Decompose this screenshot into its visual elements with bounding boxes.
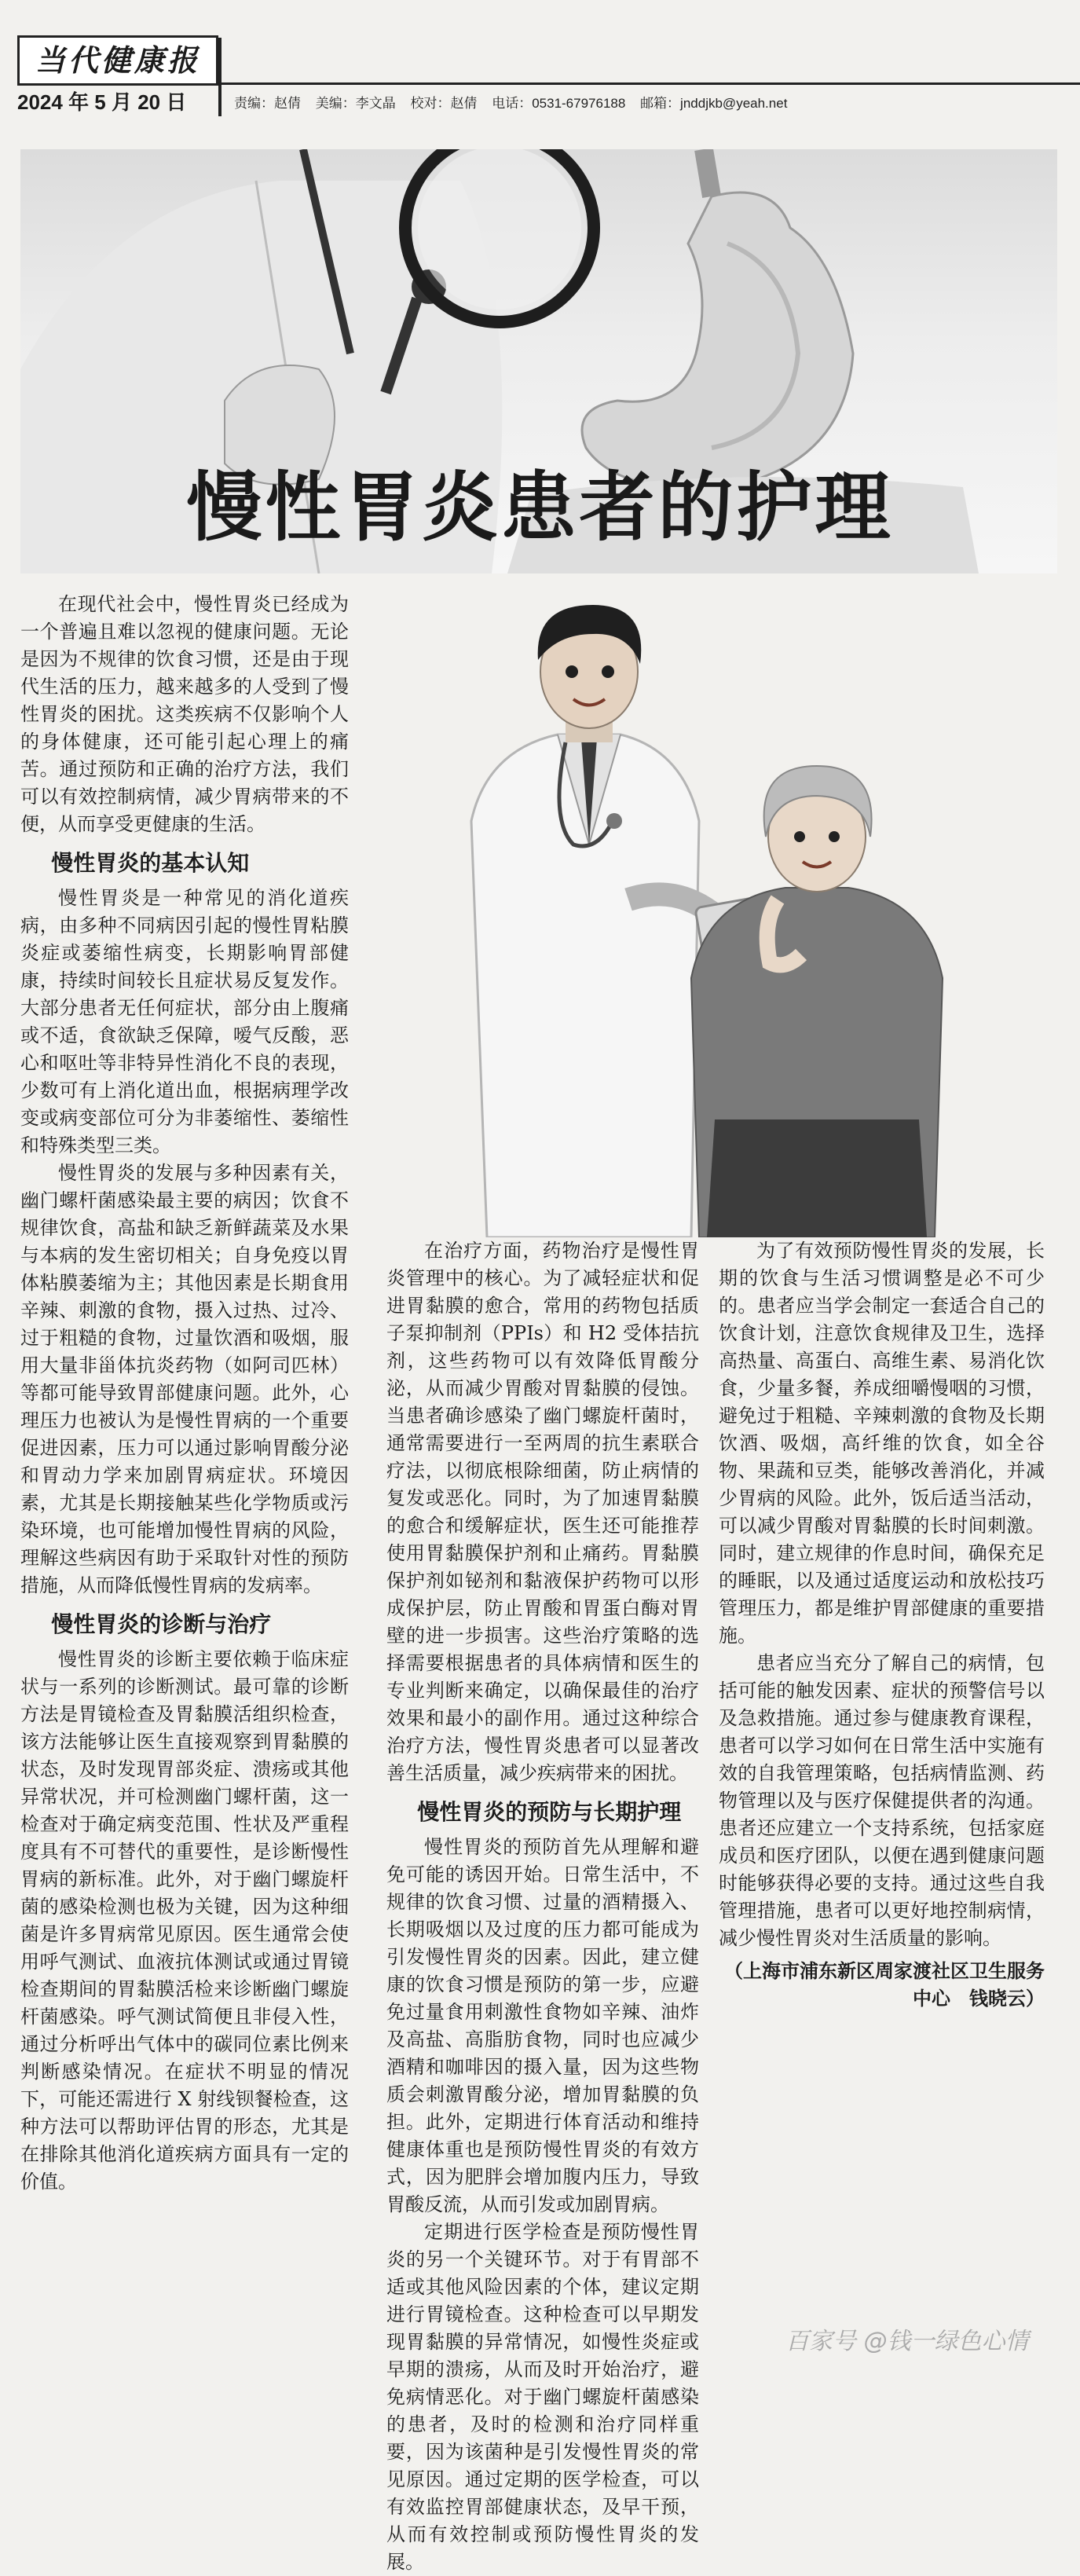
phone-credit: 电话：0531-67976188 xyxy=(492,96,626,111)
doctor-patient-illustration xyxy=(440,585,974,1237)
intro-paragraph: 在现代社会中，慢性胃炎已经成为一个普遍且难以忽视的健康问题。无论是因为不规律的饮食习惯，还是由于现代生活的压力，越来越多的人受到了慢性胃炎的困扰。这类疾病不仅影响个人的身体健康，还可能引起心理上的痛苦。通过预防和正确的治疗方法，我们可以有效控制病情，减少胃病带来的不便，从而享受更健康的生活。 xyxy=(20,593,349,835)
article-column-right xyxy=(719,1237,1045,2012)
masthead-rule xyxy=(221,82,1080,85)
section-heading-diagnosis: 慢性胃炎的诊断与治疗 xyxy=(51,1611,272,1637)
paragraph: 为了有效预防慢性胃炎的发展，长期的饮食与生活习惯调整是必不可少的。患者应当学会制定一套适合自己的饮食计划，注意饮食规律及卫生，选择高热量、高蛋白、高维生素、易消化饮食，少量多餐，养成细嚼慢咽的习惯，避免过于粗糙、辛辣刺激的食物及长期饮酒、吸烟，高纤维的饮食，如全谷物、果蔬和豆类，能够改善消化，并减少胃病的风险。此外，饭后适当活动，可以减少胃酸对胃黏膜的长时间刺激。同时，建立规律的作息时间，确保充足的睡眠，以及通过适度运动和放松技巧管理压力，都是维护胃部健康的重要措施。 xyxy=(719,1240,1045,1647)
email-credit: 邮箱：jnddjkb@yeah.net xyxy=(640,96,788,111)
editor-credit: 责编：赵倩 xyxy=(234,96,301,111)
newspaper-title: 当代健康报 xyxy=(17,35,218,86)
paragraph: 患者应当充分了解自己的病情，包括可能的触发因素、症状的预警信号以及急救措施。通过参与健康教育课程，患者可以学习如何在日常生活中实施有效的自我管理策略，包括病情监测、药物管理以及与医疗保健提供者的沟通。患者还应建立一个支持系统，包括家庭成员和医疗团队，以便在遇到健康问题时能够获得必要的支持。通过这些自我管理措施，患者可以更好地控制病情，减少慢性胃炎对生活质量的影响。 xyxy=(719,1652,1045,1949)
article-column-middle xyxy=(386,1237,699,2576)
staff-credits xyxy=(234,92,798,112)
masthead xyxy=(0,0,1080,137)
section-heading-basics: 慢性胃炎的基本认知 xyxy=(51,850,250,876)
masthead-divider xyxy=(218,38,221,116)
paragraph: 定期进行医学检查是预防慢性胃炎的另一个关键环节。对于有胃部不适或其他风险因素的个体，建议定期进行胃镜检查。这种检查可以早期发现胃黏膜的异常情况，如慢性炎症或早期的溃疡，从而及时开始治疗，避免病情恶化。对于幽门螺旋杆菌感染的患者，及时的检测和治疗同样重要，因为该菌种是引发慢性胃炎的常见原因。通过定期的医学检查，可以有效监控胃部健康状态，及早干预，从而有效控制或预防慢性胃炎的发展。 xyxy=(386,2221,699,2573)
platform-watermark: 百家号 @钱一绿色心情 xyxy=(785,2328,1029,2355)
article-headline: 慢性胃炎患者的护理 xyxy=(186,464,894,551)
issue-date: 2024 年 5 月 20 日 xyxy=(17,90,187,114)
section-heading-prevention: 慢性胃炎的预防与长期护理 xyxy=(417,1799,682,1825)
paragraph: 慢性胃炎的发展与多种因素有关，幽门螺杆菌感染最主要的病因；饮食不规律饮食，高盐和缺乏新鲜蔬菜及水果与本病的发生密切相关；自身免疫以胃体粘膜萎缩为主；其他因素是长期食用辛辣、刺激的食物，摄入过热、过冷、过于粗糙的食物，过量饮酒和吸烟，服用大量非甾体抗炎药物（如阿司匹林）等都可能导致胃部健康问题。此外，心理压力也被认为是慢性胃病的一个重要促进因素，压力可以通过影响胃酸分泌和胃动力学来加剧胃病症状。环境因素，尤其是长期接触某些化学物质或污染环境，也可能增加慢性胃病的风险，理解这些病因有助于采取针对性的预防措施，从而降低慢性胃病的发病率。 xyxy=(20,1162,349,1596)
paragraph: 慢性胃炎的诊断主要依赖于临床症状与一系列的诊断测试。最可靠的诊断方法是胃镜检查及胃黏膜活组织检查，该方法能够让医生直接观察到胃黏膜的状态，及时发现胃部炎症、溃疡或其他异常状况，并可检测幽门螺杆菌，这一检查对于确定病变范围、性状及严重程度具有不可替代的重要性，是诊断慢性胃病的新标准。此外，对于幽门螺旋杆菌的感染检测也极为关键，因为这种细菌是许多胃病常见原因。医生通常会使用呼气测试、血液抗体测试或通过胃镜检查期间的胃黏膜活检来诊断幽门螺旋杆菌感染。呼气测试简便且非侵入性，通过分析呼出气体中的碳同位素比例来判断感染情况。在症状不明显的情况下，可能还需进行 X 射线钡餐检查，这种方法可以帮助评估胃的形态，尤其是在排除其他消化道疾病方面具有一定的价值。 xyxy=(20,1648,349,2193)
author-byline: （上海市浦东新区周家渡社区卫生服务中心 钱晓云） xyxy=(724,1959,1045,2010)
paragraph: 慢性胃炎的预防首先从理解和避免可能的诱因开始。日常生活中，不规律的饮食习惯、过量的酒精摄入、长期吸烟以及过度的压力都可能成为引发慢性胃炎的因素。因此，建立健康的饮食习惯是预防的第一步，应避免过量食用刺激性食物如辛辣、油炸及高盐、高脂肪食物，同时也应减少酒精和咖啡因的摄入量，因为这些物质会刺激胃酸分泌，增加胃黏膜的负担。此外，定期进行体育活动和维持健康体重也是预防慢性胃炎的有效方式，因为肥胖会增加腹内压力，导致胃酸反流，从而引发或加剧胃病。 xyxy=(386,1836,699,2215)
paragraph: 慢性胃炎是一种常见的消化道疾病，由多种不同病因引起的慢性胃粘膜炎症或萎缩性病变，长期影响胃部健康，持续时间较长且症状易反复发作。大部分患者无任何症状，部分由上腹痛或不适，食欲缺乏保障，嗳气反酸，恶心和呕吐等非特异性消化不良的表现，少数可有上消化道出血，根据病理学改变或病变部位可分为非萎缩性、萎缩性和特殊类型三类。 xyxy=(20,887,349,1156)
paragraph: 在治疗方面，药物治疗是慢性胃炎管理中的核心。为了减轻症状和促进胃黏膜的愈合，常用的药物包括质子泵抑制剂（PPIs）和 H2 受体拮抗剂，这些药物可以有效降低胃酸分泌，从而减少胃酸对胃黏膜的侵蚀。当患者确诊感染了幽门螺旋杆菌时，通常需要进行一至两周的抗生素联合疗法，以彻底根除细菌，防止病情的复发或恶化。同时，为了加速胃黏膜的愈合和缓解症状，医生还可能推荐使用胃黏膜保护剂和止痛药。胃黏膜保护剂如铋剂和黏液保护药物可以形成保护层，防止胃酸和胃蛋白酶对胃壁的进一步损害。这些治疗策略的选择需要根据患者的具体病情和医生的专业判断来确定，以确保最佳的治疗效果和最小的副作用。通过这种综合治疗方法，慢性胃炎患者可以显著改善生活质量，减少疾病带来的困扰。 xyxy=(386,1240,699,1784)
art-credit: 美编：李文晶 xyxy=(315,96,396,111)
article-column-left xyxy=(20,591,349,2196)
proof-credit: 校对：赵倩 xyxy=(410,96,478,111)
